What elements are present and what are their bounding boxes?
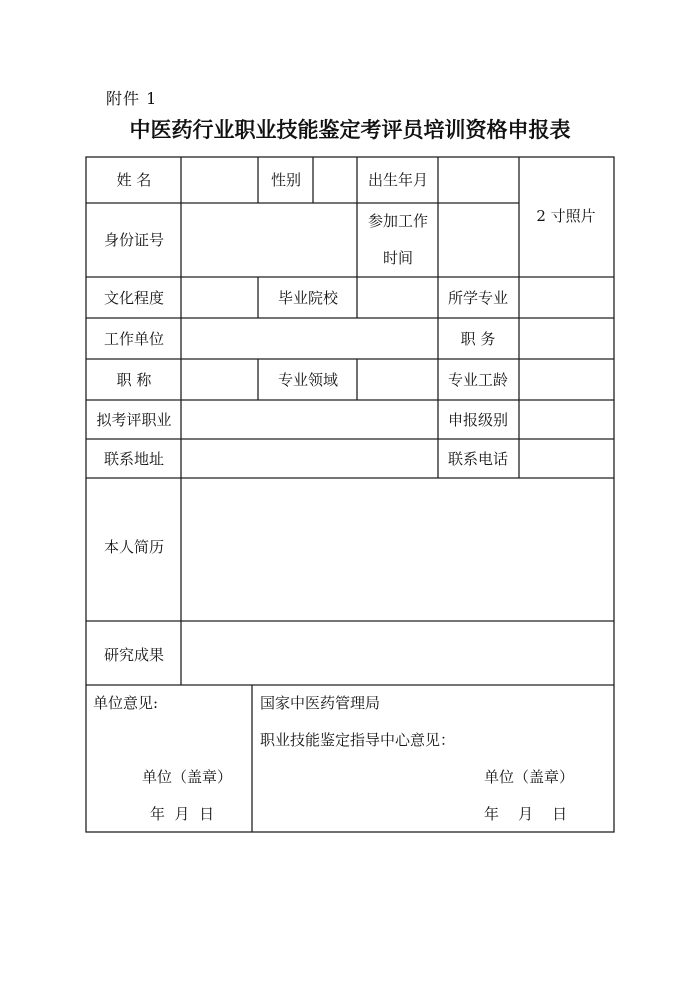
major-field[interactable] [520,278,613,317]
form-title: 中医药行业职业技能鉴定考评员培训资格申报表 [129,118,571,142]
id-field[interactable] [182,204,356,276]
gender-field[interactable] [314,158,356,202]
bureau-date-label: 年 月 日 [484,805,568,823]
unit-seal-label: 单位（盖章） [142,768,233,786]
attachment-label: 附件 1 [106,89,158,108]
phone-field[interactable] [520,440,613,477]
field-field[interactable] [358,360,437,399]
birth-field[interactable] [439,158,518,202]
work-start-label-line1: 参加工作 [367,212,429,230]
work-start-field[interactable] [439,204,518,276]
unit-date-label: 年 月 日 [150,805,215,823]
gender-label: 性别 [270,171,302,189]
level-label: 申报级别 [447,411,509,429]
bureau-seal-label: 单位（盖章） [484,768,575,786]
major-label: 所学专业 [447,289,509,307]
photo-field[interactable] [520,158,613,276]
resume-field[interactable] [182,479,613,620]
phone-label: 联系电话 [447,450,509,468]
years-field[interactable] [520,360,613,399]
id-label: 身份证号 [103,231,165,249]
field-label: 专业领域 [277,371,339,389]
bureau-label-line1: 国家中医药管理局 [260,694,381,712]
education-field[interactable] [182,278,257,317]
unit-opinion-label: 单位意见: [93,694,159,712]
resume-label: 本人简历 [103,538,165,556]
research-field[interactable] [182,622,613,684]
education-label: 文化程度 [103,289,165,307]
name-field[interactable] [182,158,257,202]
work-start-label-line2: 时间 [382,249,414,267]
title-field[interactable] [182,360,257,399]
research-label: 研究成果 [103,646,165,664]
years-label: 专业工龄 [447,371,509,389]
school-field[interactable] [358,278,437,317]
position-label: 职 务 [460,330,496,348]
photo-label: 2 寸照片 [536,207,596,225]
employer-field[interactable] [182,319,437,358]
employer-label: 工作单位 [103,330,165,348]
target-occupation-field[interactable] [182,401,437,438]
title-label: 职 称 [116,371,152,389]
bureau-label-line2: 职业技能鉴定指导中心意见： [260,731,456,749]
birth-label: 出生年月 [367,171,429,189]
name-label: 姓 名 [116,171,152,189]
school-label: 毕业院校 [277,289,339,307]
address-label: 联系地址 [103,450,165,468]
level-field[interactable] [520,401,613,438]
target-occupation-label: 拟考评职业 [96,411,172,429]
position-field[interactable] [520,319,613,358]
address-field[interactable] [182,440,437,477]
